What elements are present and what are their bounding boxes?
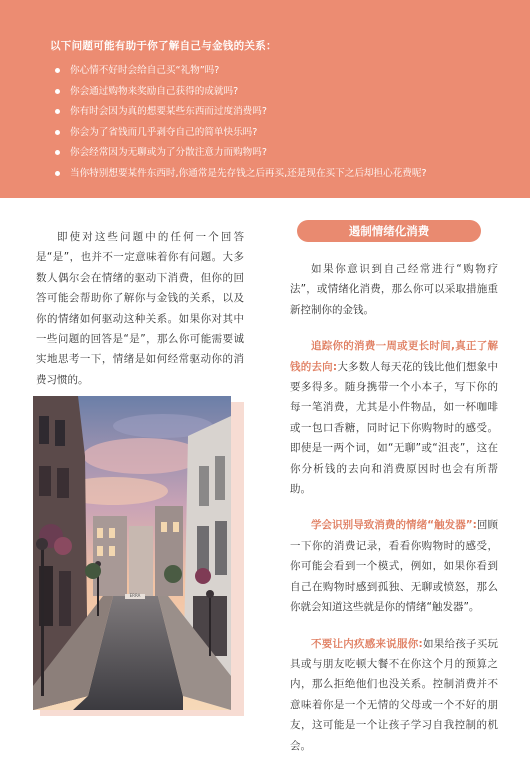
question-item — [50, 85, 427, 106]
bullet-icon — [55, 171, 60, 176]
tip-highlight: 追踪你的消费一周或更长时间,真正了解钱的去向: — [290, 340, 498, 373]
question-item — [50, 64, 427, 85]
tip-text: 大多数人每天花的钱比他们想象中要多得多。随身携带一个小本子，写下你的每一笔消费，尤其是小件物品，如一杯咖啡或一包口香糖，同时记下你购物时的感受。即使是一两个词，如“无聊”或“沮丧”，这在你分析钱的去向和消费原因时也会有所帮助。 — [290, 360, 499, 496]
question-text: 你会为了省钱而几乎剥夺自己的简单快乐吗? — [70, 126, 258, 138]
intro-paragraph: 即使对这些问题中的任何一个回答是“是”，也并不一定意味着你有问题。大多数人偶尔会在情绪的驱动下消费，但你的回答可能会帮助你了解你与金钱的关系，以及你的情绪如何驱动这种关系。如果你对其中一些问题的回答是“是”，那么你可能需要诚实地思考一下，情绪是如何经常驱动你的消费习惯的。 — [36, 231, 244, 386]
street-scene-photo — [33, 396, 231, 710]
bullet-icon — [55, 68, 60, 73]
tip-paragraph — [290, 515, 498, 617]
questions-banner — [0, 0, 530, 198]
question-list — [50, 64, 427, 187]
section-intro: 如果你意识到自己经常进行“购物疗法”，或情绪化消费，那么你可以采取措施重新控制你的金钱。 — [290, 263, 498, 316]
right-column — [290, 259, 498, 772]
bullet-icon — [55, 130, 60, 135]
question-item — [50, 126, 427, 147]
street-illustration — [33, 396, 231, 710]
bullet-icon — [55, 109, 60, 114]
bullet-icon — [55, 150, 60, 155]
tip-text: 回顾一下你的消费记录，看看你购物时的感受，你可能会看到一个模式，例如，如果你看到自己在购物时感到孤独、无聊或愤怒，那么你就会知道这些就是你的情绪“触发器”。 — [290, 519, 498, 614]
tip-text: 如果给孩子买玩具或与朋友吃顿大餐不在你这个月的预算之内，那么拒绝他们也没关系。控制消费并不意味着你是一个无情的父母或一个不好的朋友，这可能是一个让孩子学习自我控制的机会。 — [290, 637, 499, 752]
tip-paragraph — [290, 336, 498, 499]
street-sign-text: ERRA — [129, 593, 141, 598]
question-item — [50, 146, 427, 167]
question-text: 你会经常因为无聊或为了分散注意力而购物吗? — [70, 147, 267, 158]
question-item — [50, 105, 427, 126]
bullet-icon — [55, 89, 60, 94]
question-text: 当你特别想要某件东西时,你通常是先存钱之后再买,还是现在买下之后却担心花费呢? — [70, 167, 427, 179]
question-text: 你心情不好时会给自己买“礼物”吗? — [70, 65, 220, 76]
question-item — [50, 167, 427, 188]
section-title-pill: 遏制情绪化消费 — [297, 220, 481, 242]
banner-title: 以下问题可能有助于你了解自己与金钱的关系： — [50, 40, 277, 52]
tip-paragraph — [290, 634, 498, 756]
question-text: 你会通过购物来奖励自己获得的成就吗? — [70, 85, 239, 97]
left-column — [36, 227, 244, 390]
tip-highlight: 学会识别导致消费的情绪“触发器”: — [311, 519, 477, 532]
question-text: 你有时会因为真的想要某些东西而过度消费吗? — [70, 106, 267, 117]
tip-highlight: 不要让内疚感来说服你: — [311, 637, 423, 650]
